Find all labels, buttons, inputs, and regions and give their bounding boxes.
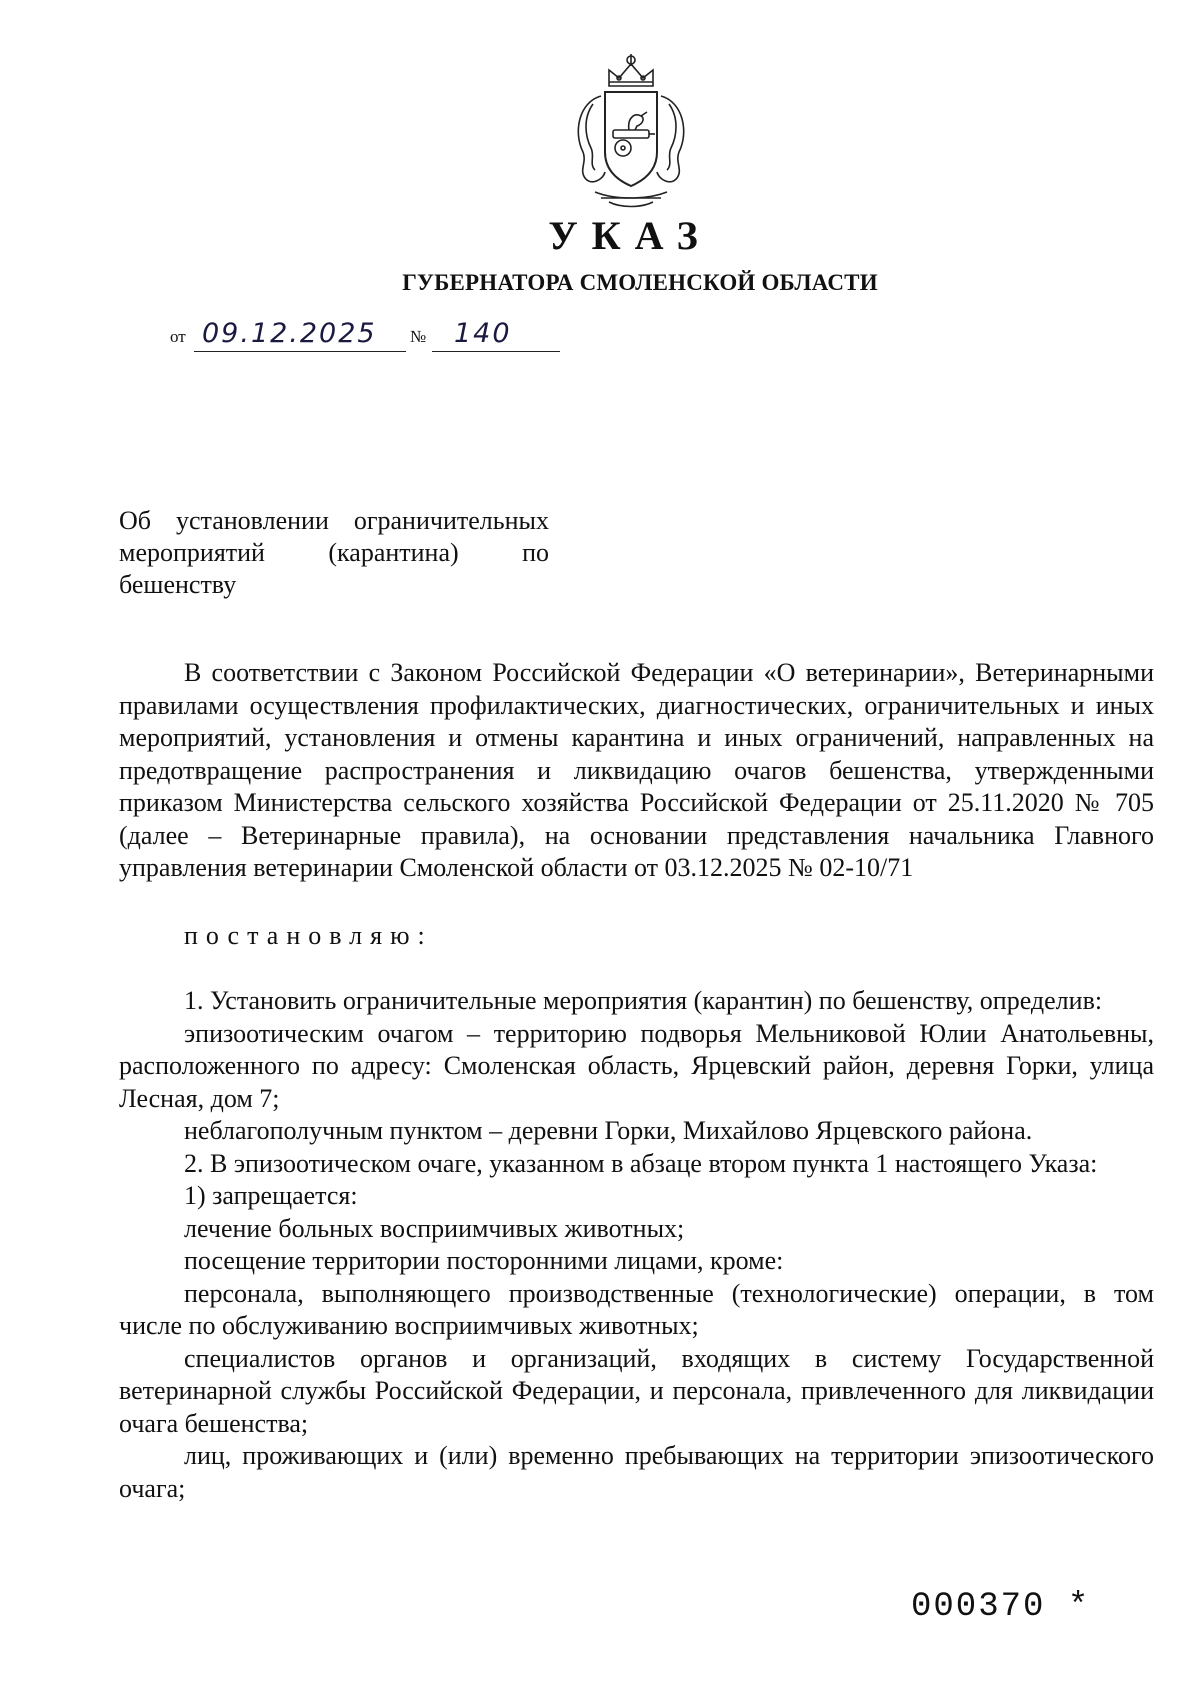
body-paragraph: специалистов органов и организаций, входящих в систему Государственной ветеринарной службы Российской Федерации, и персонала, привлеченного для ликвидации очага бешенства; [119, 1343, 1154, 1438]
body-paragraph: 1. Установить ограничительные мероприятия (карантин) по бешенству, определив: [184, 986, 1103, 1015]
date-number-line [170, 318, 610, 352]
date-field: 09.12.2025 [194, 319, 406, 352]
decree-word: постановляю: [184, 920, 433, 950]
body-paragraph: персонала, выполняющего производственные (технологические) операции, в том числе по обслуживанию восприимчивых животных; [119, 1278, 1154, 1340]
document-title: УКАЗ [548, 213, 712, 258]
body-paragraph: 1) запрещается: [184, 1181, 358, 1210]
number-field: 140 [432, 319, 560, 352]
number-label: № [410, 327, 427, 346]
document-body [119, 657, 1154, 1505]
body-paragraph: лечение больных восприимчивых животных; [184, 1213, 685, 1243]
preamble-paragraph: В соответствии с Законом Российской Федерации «О ветеринарии», Ветеринарными правилами осуществления профилактических, диагностических, ограничительных и иных мероприятий, установления и отмены карантина и иных ограничений, направленных на предотвращение распространения и ликвидацию очагов бешенства, утвержденными приказом Министерства сельского хозяйства Российской Федерации от 25.11.2020 № 705 (далее – Ветеринарные правила), на основании представления начальника Главного управления ветеринарии Смоленской области от 03.12.2025 № 02-10/71 [119, 658, 1154, 882]
body-paragraph: лиц, проживающих и (или) временно пребывающих на территории эпизоотического очага; [119, 1441, 1154, 1503]
smolensk-coat-of-arms-icon [565, 52, 697, 212]
body-paragraph: эпизоотическим очагом – территорию подворья Мельниковой Юлии Анатольевны, расположенного по адресу: Смоленская область, Ярцевский район, деревня Горки, улица Лесная, дом 7; [119, 1018, 1154, 1113]
subject-line: Об установлении ограничительных [119, 506, 549, 535]
document-subtitle: ГУБЕРНАТОРА СМОЛЕНСКОЙ ОБЛАСТИ [402, 270, 878, 295]
serial-number: 000370 * [911, 1588, 1091, 1626]
date-label: от [170, 327, 186, 346]
document-subject [119, 505, 549, 601]
body-paragraph: 2. В эпизоотическом очаге, указанном в абзаце втором пункта 1 настоящего Указа: [184, 1148, 1098, 1178]
subject-line: мероприятий (карантина) по [119, 538, 549, 567]
body-paragraph: посещение территории посторонними лицами, кроме: [184, 1246, 784, 1275]
subject-line: бешенству [119, 570, 237, 599]
body-paragraph: неблагополучным пунктом – деревни Горки, Михайлово Ярцевского района. [184, 1116, 1033, 1145]
